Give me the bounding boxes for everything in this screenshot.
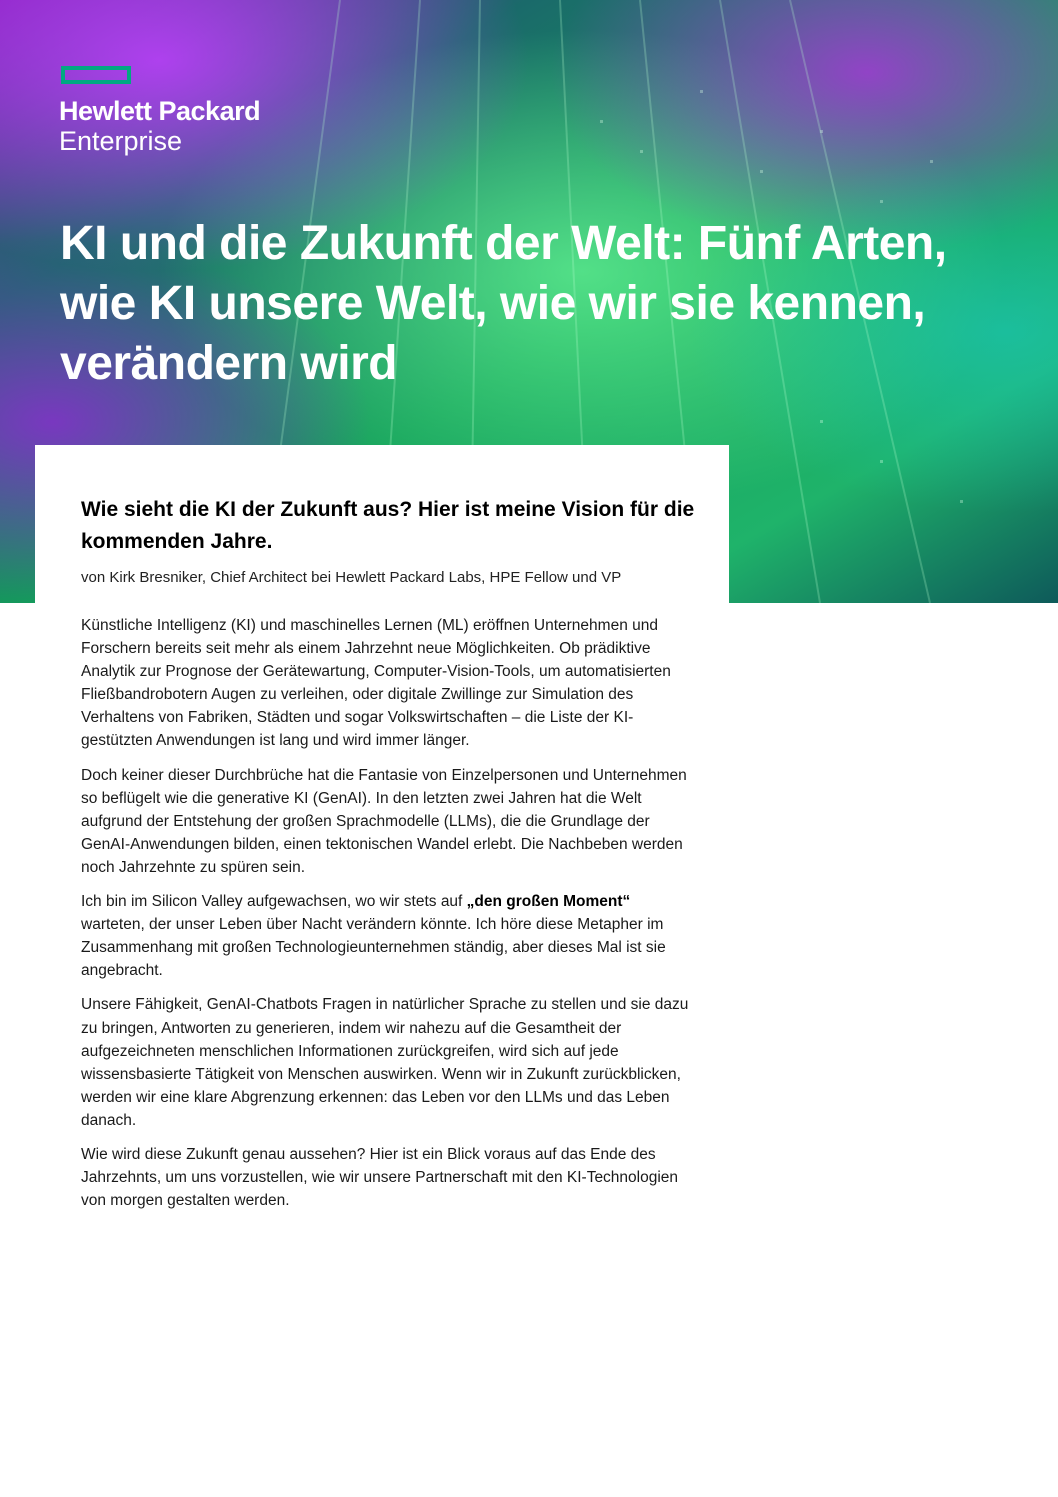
paragraph-3 <box>81 890 691 982</box>
paragraph-4: Unsere Fähigkeit, GenAI-Chatbots Fragen in natürlicher Sprache zu stellen und sie dazu zu bringen, Antworten zu generieren, indem wir nahezu auf die Gesamtheit der aufgezeichneten menschlichen Informationen zurückgreifen, wird sich auf jede wissensbasierte Tätigkeit von Menschen auswirken. Wenn wir in Zukunft zurückblicken, werden wir eine klare Abgrenzung erkennen: das Leben vor den LLMs und das Leben danach. <box>81 996 689 1129</box>
author-byline: von Kirk Bresniker, Chief Architect bei Hewlett Packard Labs, HPE Fellow und VP <box>81 569 622 586</box>
emphasis-text: „den großen Moment“ <box>466 893 631 911</box>
hpe-logo-element <box>61 66 131 84</box>
article-body <box>81 614 691 1223</box>
paragraph-3-end: warteten, der unser Leben über Nacht verändern könnte. Ich höre diese Metapher im Zusammenhang mit großen Technologieunternehmen ständig, aber dieses Mal ist sie angebracht. <box>81 916 666 980</box>
paragraph-5: Wie wird diese Zukunft genau aussehen? Hier ist ein Blick voraus auf das Ende des Jahrzehnts, um uns vorzustellen, wie wir unsere Partnerschaft mit den KI-Technologien von morgen gestalten werden. <box>81 1145 679 1210</box>
logo-text-line2: Enterprise <box>59 126 183 156</box>
document-title: KI und die Zukunft der Welt: Fünf Arten, wie KI unsere Welt, wie wir sie kennen, verändern wird <box>60 217 947 390</box>
paragraph-1: Künstliche Intelligenz (KI) und maschinelles Lernen (ML) eröffnen Unternehmen und Forschern bereits seit mehr als einem Jahrzehnt neue Möglichkeiten. Ob prädiktive Analytik zur Prognose der Gerätewartung, Computer-Vision-Tools, um automatisierten Fließbandrobotern Augen zu verleihen, oder digitale Zwillinge zur Simulation des Verhaltens von Fabriken, Städten und sogar Volkswirtschaften – die Liste der KI-gestützten Anwendungen ist lang und wird immer länger. <box>81 617 671 750</box>
paragraph-3-start: Ich bin im Silicon Valley aufgewachsen, wo wir stets auf <box>81 893 467 911</box>
paragraph-2: Doch keiner dieser Durchbrüche hat die Fantasie von Einzelpersonen und Unternehmen so beflügelt wie die generative KI (GenAI). In den letzten zwei Jahren hat die Welt aufgrund der Entstehung der großen Sprachmodelle (LLMs), die die Grundlage der GenAI-Anwendungen bilden, einen tektonischen Wandel erlebt. Die Nachbeben werden noch Jahrzehnte zu spüren sein. <box>81 766 687 876</box>
subtitle: Wie sieht die KI der Zukunft aus? Hier ist meine Vision für die kommenden Jahre. <box>81 498 695 553</box>
logo-text-line1: Hewlett Packard <box>59 96 261 126</box>
